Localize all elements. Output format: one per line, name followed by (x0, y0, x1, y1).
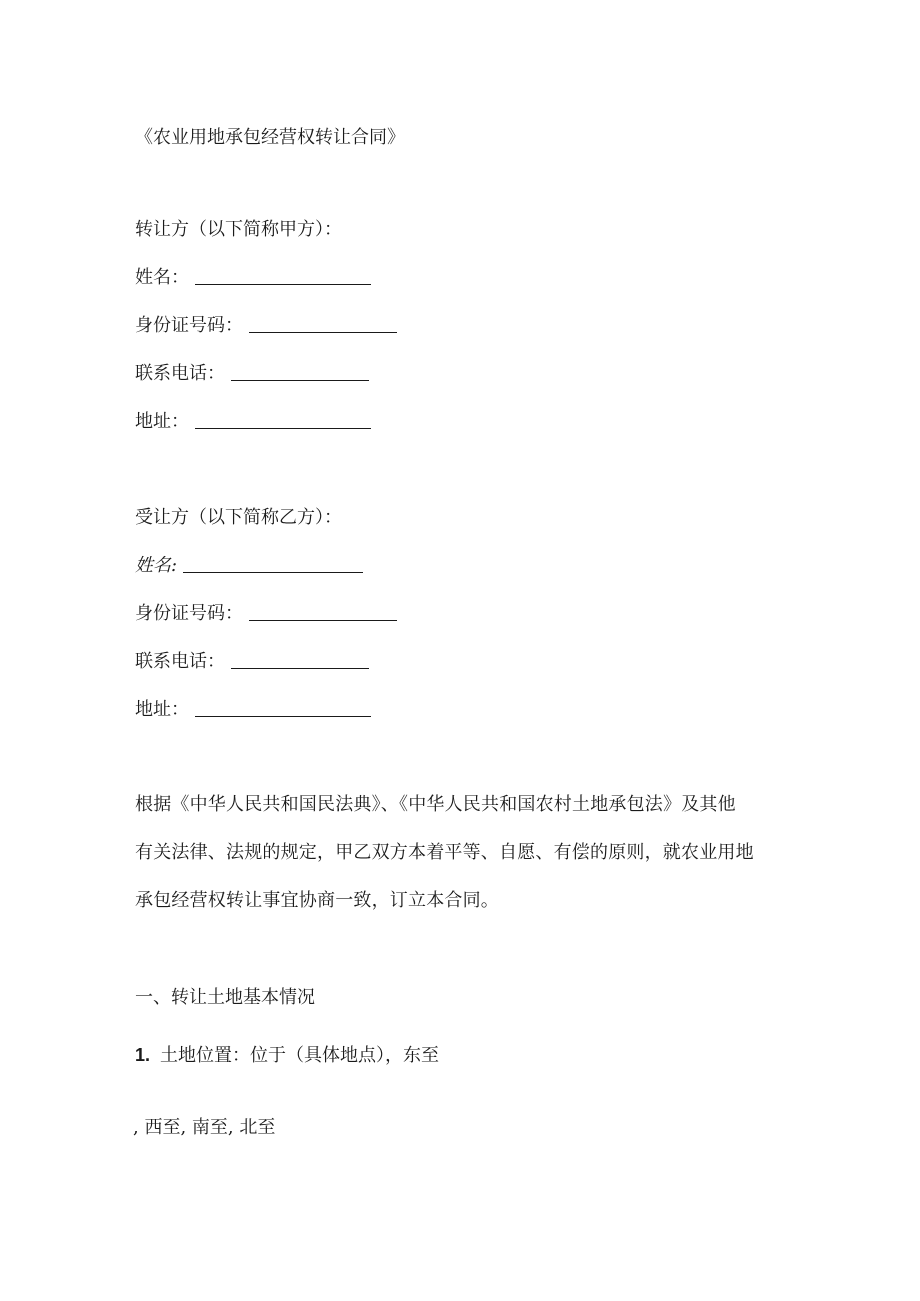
preamble-line-2: 有关法律、法规的规定，甲乙双方本着平等、自愿、有偿的原则，就农业用地 (135, 842, 754, 863)
party-b-phone-blank (231, 652, 369, 669)
party-a-id-label: 身份证号码： (135, 315, 243, 336)
preamble-line-3: 承包经营权转让事宜协商一致，订立本合同。 (135, 890, 499, 911)
party-a-id-row (135, 314, 397, 338)
party-b-address-label: 地址： (135, 699, 189, 720)
party-b-phone-label: 联系电话： (135, 651, 225, 672)
party-b-heading: 受让方（以下简称乙方）： (135, 507, 342, 528)
item-1-number: 1. (135, 1045, 151, 1065)
party-a-name-label: 姓名： (135, 267, 189, 288)
party-b-phone-row (135, 650, 369, 674)
item-1-text: 土地位置：位于（具体地点），东至 (160, 1045, 440, 1066)
section-1-item-1 (135, 1043, 439, 1068)
party-a-phone-blank (231, 364, 369, 381)
party-a-address-row (135, 410, 371, 434)
document-title: 《农业用地承包经营权转让合同》 (135, 127, 405, 148)
party-a-name-row (135, 266, 371, 290)
party-a-address-label: 地址： (135, 411, 189, 432)
party-b-address-blank (195, 700, 371, 717)
party-b-id-blank (249, 604, 397, 621)
party-b-address-row (135, 698, 371, 722)
section-1-item-1-continuation: , 西至, 南至, 北至 (133, 1117, 276, 1138)
party-b-name-blank (183, 556, 363, 573)
party-a-name-blank (195, 268, 371, 285)
party-a-id-blank (249, 316, 397, 333)
section-1-heading: 一、转让土地基本情况 (135, 987, 315, 1008)
party-b-id-row (135, 602, 397, 626)
party-a-address-blank (195, 412, 371, 429)
preamble-paragraph (135, 781, 795, 925)
party-a-heading: 转让方（以下简称甲方）： (135, 219, 342, 240)
preamble-line-1: 根据《中华人民共和国民法典》、《中华人民共和国农村土地承包法》及其他 (135, 794, 736, 815)
party-b-id-label: 身份证号码： (135, 603, 243, 624)
party-a-phone-row (135, 362, 369, 386)
party-b-name-row (135, 554, 363, 578)
party-a-phone-label: 联系电话： (135, 363, 225, 384)
party-b-name-label: 姓名: (135, 555, 178, 576)
